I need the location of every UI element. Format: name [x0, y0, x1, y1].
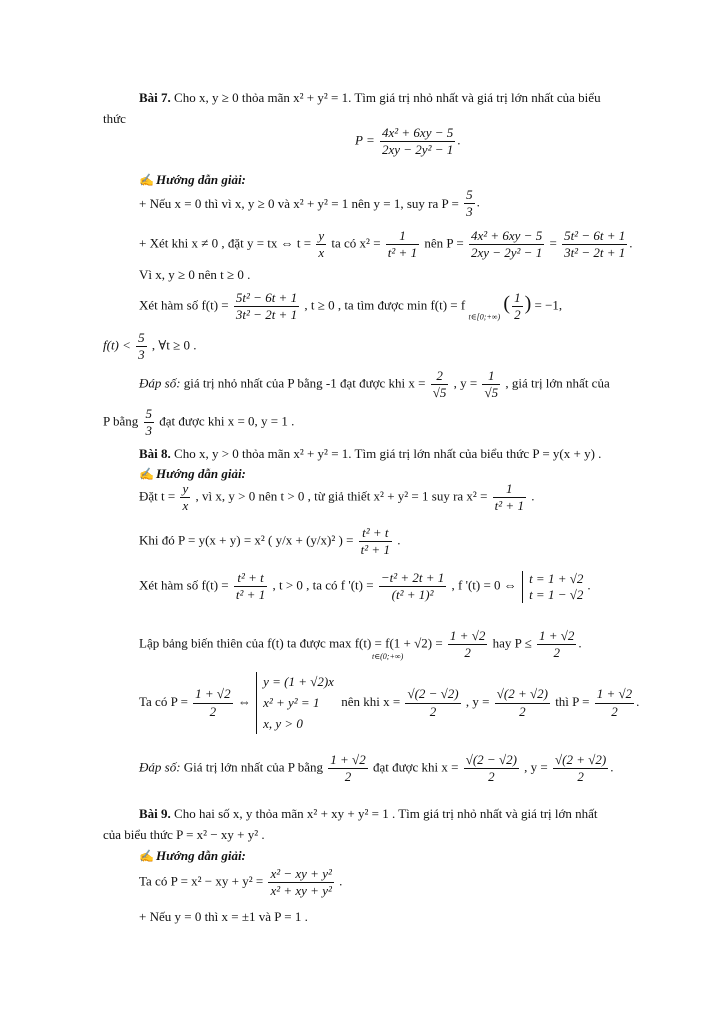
bai7-answer-line: Đáp số: giá trị nhỏ nhất của P bằng -1 đạt được khi x = $\frac{2}{√5}$ , y = $\frac{1}{√5}$ , giá trị lớn nhất của — [139, 368, 610, 401]
bai7-xet-line: Xét hàm số f(t) = $\frac{\text{5t² − 6t + 1}}{\text{3t² − 2t + 1}}$ , t ≥ 0 , ta tìm được min f(t) = f $_{t\in[0;+\infty)}$ ( $\frac{1}{2}$ ) = −1, — [139, 290, 563, 323]
bai8-title: Bài 8. — [139, 446, 171, 461]
bai7-answer-line2: P bằng $\frac{5}{3}$ đạt được khi x = 0, y = 1 . — [103, 406, 295, 439]
bai8-xet-line: Xét hàm số f(t) = $\frac{\text{t² + t}}{\text{t² + 1}}$ , t > 0 , ta có f '(t) = $\frac{\text{−t² + 2t + 1}}{\text{(t² + 1)²}}$ , f '(t) = 0 ⇔ t = 1 + √2 t = 1 − √2 . — [139, 570, 591, 603]
bai7-vi-line: Vì x, y ≥ 0 nên t ≥ 0 . — [139, 267, 251, 282]
bai8-hint-heading: ✍ Hướng dẫn giải: — [139, 466, 246, 481]
bai8-lap-line: Lập bảng biến thiên của f(t) ta được max f(t) = f(1 + √2) = $\frac{1 + √2}{2}$ hay P ≤ $\frac{1 + √2}{2}$ . t∈(0;+∞) — [139, 628, 582, 661]
bai8-statement: Cho x, y > 0 thỏa mãn x² + y² = 1. Tìm giá trị lớn nhất của biểu thức P = y(x + y) . — [174, 446, 602, 461]
bai7-case2: + Xét khi x ≠ 0 , đặt y = tx ⇔ t = $\frac{y}{x}$ ta có x² = $\frac{1}{\text{t² + 1}}$ nên P = $\frac{\text{4x² + 6xy − 5}}{\text{2xy − 2y² − 1}}$ = $\frac{\text{5t² − 6t + 1}}{\text{3t² − 2t + 1}}$ . — [139, 228, 633, 261]
bai9-case1: + Nếu y = 0 thì x = ±1 và P = 1 . — [139, 909, 308, 924]
bai7-statement: Cho x, y ≥ 0 thỏa mãn x² + y² = 1. Tìm giá trị nhỏ nhất và giá trị lớn nhất của biểu — [174, 90, 601, 105]
bai8-khi-line: Khi đó P = y(x + y) = x² ( y/x + (y/x)² ) = $\frac{\text{t² + t}}{\text{t² + 1}}$ . — [139, 525, 401, 558]
bai9-hint-heading: ✍ Hướng dẫn giải: — [139, 848, 246, 863]
bai7-ineq-line: f(t) < $\frac{5}{3}$ , ∀t ≥ 0 . — [103, 330, 197, 363]
bai7-hint-heading: ✍ Hướng dẫn giải: — [139, 172, 246, 187]
pen-icon: ✍ — [139, 173, 154, 187]
pen-icon: ✍ — [139, 849, 154, 863]
bai8-dat-line: Đặt t = $\frac{y}{x}$ , vì x, y > 0 nên t > 0 , từ giả thiết x² + y² = 1 suy ra x² = $\frac{1}{\text{t² + 1}}$ . — [139, 481, 535, 514]
bai7-case1: + Nếu x = 0 thì vì x, y ≥ 0 và x² + y² = 1 nên y = 1, suy ra P = $\frac{5}{3}$ . — [139, 187, 480, 220]
bai7-formula-P: P = $\frac{\text{4x² + 6xy − 5}}{\text{2xy − 2y² − 1}}$ . — [355, 125, 461, 158]
bai8-taco-line: Ta có P = $\frac{1 + √2}{2}$ ⇔ y = (1 + √2)x x² + y² = 1 x, y > 0 nên khi x = $\frac{√(2 - √2)}{2}$ , y = $\frac{√(2 + √2)}{2}$ thì P = $\frac{1 + √2}{2}$ . — [139, 672, 639, 734]
bai7-statement-line — [139, 90, 601, 106]
bai9-statement-line — [139, 806, 598, 822]
bai8-answer-line: Đáp số: Giá trị lớn nhất của P bằng $\frac{1 + √2}{2}$ đạt được khi x = $\frac{√(2 - √2)}{2}$ , y = $\frac{√(2 + √2)}{2}$ . — [139, 752, 614, 785]
bai7-statement-cont: thức — [103, 111, 126, 126]
bai9-statement: Cho hai số x, y thỏa mãn x² + xy + y² = 1 . Tìm giá trị nhỏ nhất và giá trị lớn nhất — [174, 806, 598, 821]
bai9-title: Bài 9. — [139, 806, 171, 821]
bai9-statement-cont: của biểu thức P = x² − xy + y² . — [103, 827, 265, 842]
pen-icon: ✍ — [139, 467, 154, 481]
bai7-title: Bài 7. — [139, 90, 171, 105]
bai9-taco-line: Ta có P = x² − xy + y² = $\frac{\text{x² − xy + y²}}{\text{x² + xy + y²}}$ . — [139, 866, 343, 899]
bai8-statement-line — [139, 446, 601, 462]
